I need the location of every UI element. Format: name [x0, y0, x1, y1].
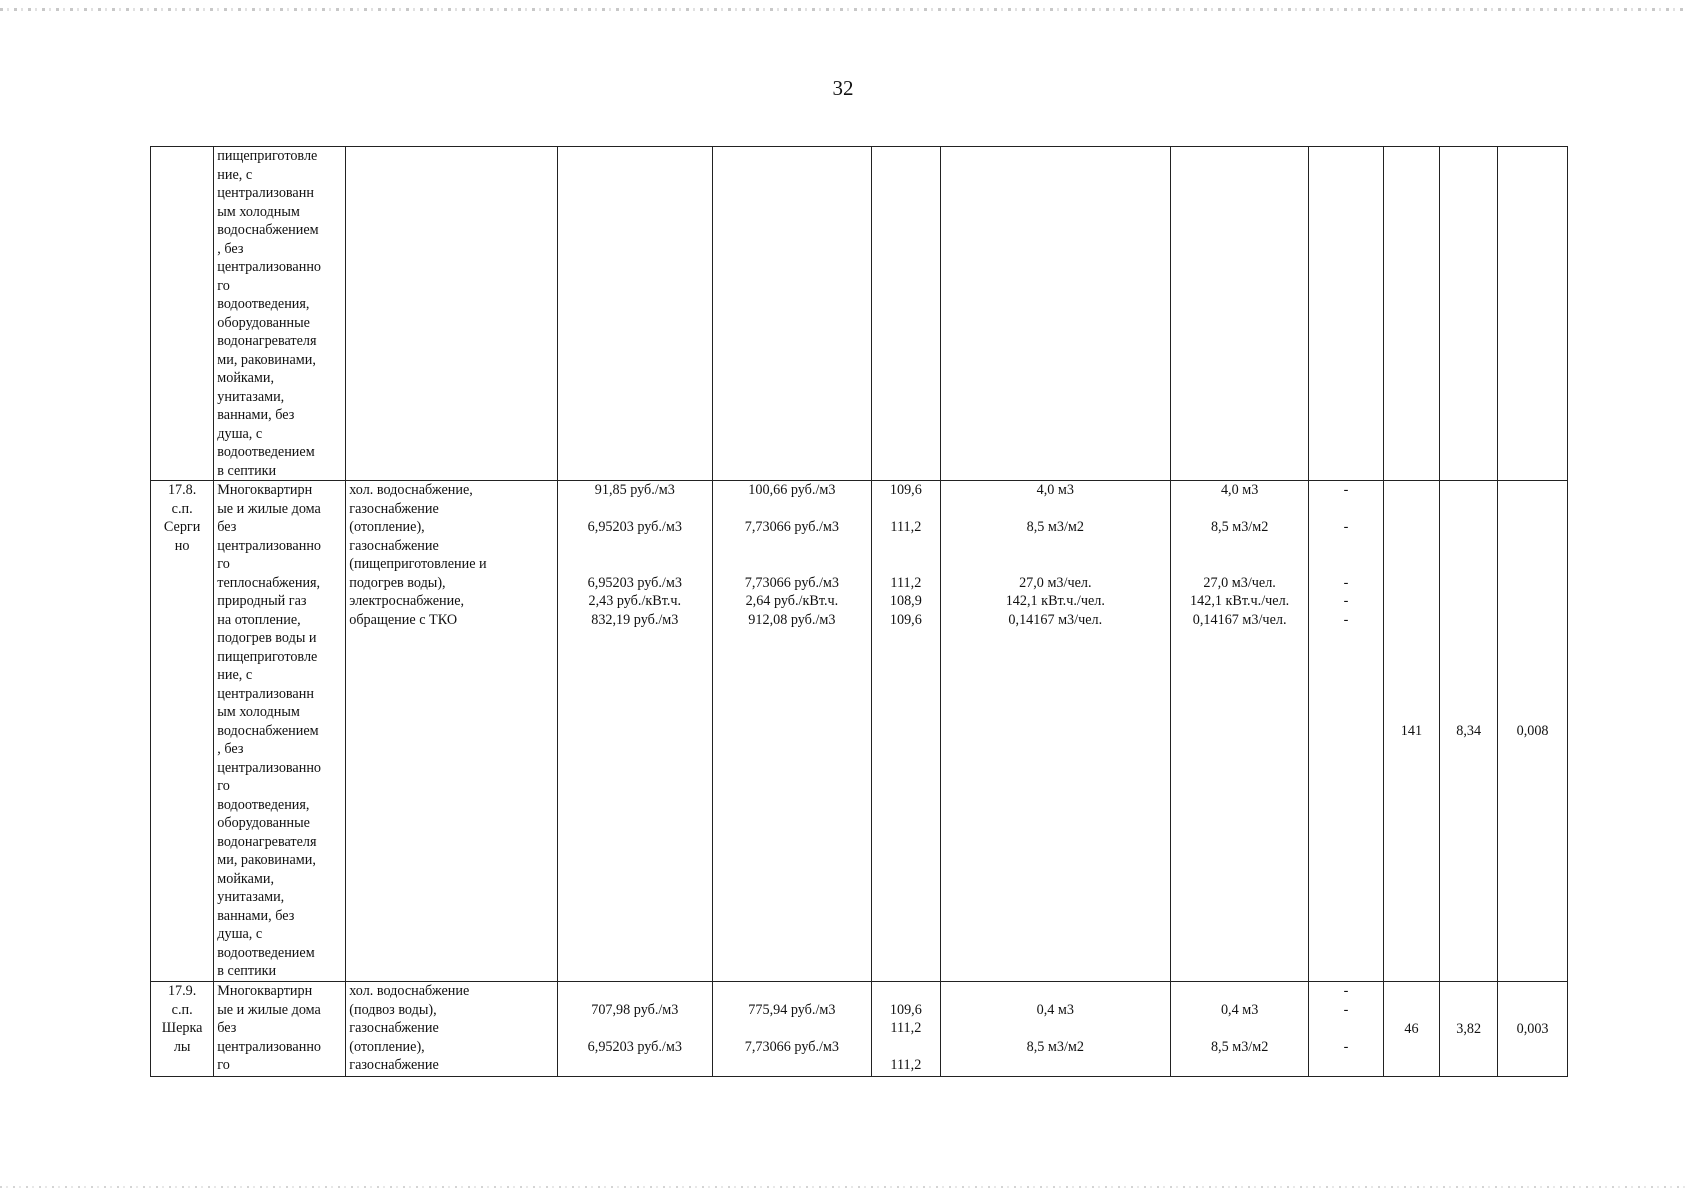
description-lines: [217, 481, 342, 981]
cell-line: 7,73066 руб./м3: [744, 1038, 839, 1055]
cell-line: газоснабжение: [349, 1057, 439, 1073]
cell-line: [875, 500, 937, 519]
cell-line: природный газ: [217, 593, 307, 609]
cell-line: централизованно: [217, 759, 322, 776]
cell-line: 8,5 м3/м2: [1210, 519, 1269, 535]
cell-line: [1312, 1056, 1379, 1075]
cell-line: газоснабжение: [349, 1020, 439, 1036]
cell-line: хол. водоснабжение: [349, 983, 470, 999]
cell-line: го: [217, 778, 230, 794]
growth-lines: [875, 481, 937, 629]
growth-lines: [875, 982, 937, 1075]
cell-line: 111,2: [890, 1057, 922, 1073]
cell-line: -: [1343, 1001, 1349, 1018]
cell-line: пищеприготовле: [217, 648, 318, 665]
cell-col12: 0,008: [1498, 481, 1568, 982]
cell-line: ым холодным: [217, 704, 300, 720]
cell-tariff-new: [712, 982, 871, 1077]
cell-growth: [872, 481, 941, 982]
cell-col10: [1383, 147, 1440, 481]
cell-line: с.п.: [171, 1001, 193, 1018]
cell-line: теплоснабжения,: [217, 574, 321, 591]
cell-line: [944, 982, 1167, 1001]
norm-old-lines: [944, 481, 1167, 629]
cell-line: го: [217, 556, 230, 572]
cell-line: 27,0 м3/чел.: [1203, 574, 1276, 591]
cell-line: оборудованные: [217, 815, 310, 831]
table-row-continuation: [151, 147, 1568, 481]
cell-line: [1312, 1019, 1379, 1038]
cell-line: го: [217, 1057, 230, 1073]
scan-edge-bottom: [0, 1186, 1686, 1188]
cell-norm-old: [940, 147, 1170, 481]
cell-line: централизованн: [217, 185, 314, 201]
cell-line: (подвоз воды),: [349, 1001, 437, 1018]
cell-line: водоснабжением: [217, 722, 319, 739]
cell-line: ые и жилые дома: [217, 500, 321, 517]
scan-edge-top: [0, 8, 1686, 11]
norm-old-lines: [944, 982, 1167, 1075]
cell-line: Многоквартирн: [217, 482, 313, 498]
cell-line: -: [1343, 593, 1349, 609]
cell-line: Многоквартирн: [217, 983, 313, 999]
cell-line: лы: [173, 1038, 191, 1055]
description-lines: [217, 982, 342, 1075]
cell-line: без: [217, 519, 237, 535]
cell-line: [944, 1056, 1167, 1075]
cell-col10: 46: [1383, 982, 1440, 1077]
cell-line: хол. водоснабжение,: [349, 482, 473, 498]
cell-line: [944, 500, 1167, 519]
cell-line: [561, 1056, 709, 1075]
cell-line: 142,1 кВт.ч./чел.: [1005, 593, 1105, 609]
cell-line: централизованн: [217, 685, 314, 702]
cell-line: централизованно: [217, 259, 322, 275]
cell-description: [214, 481, 346, 982]
cell-description: [214, 982, 346, 1077]
cell-line: 111,2: [890, 574, 922, 591]
cell-line: [875, 1038, 937, 1057]
cell-line: 7,73066 руб./м3: [744, 519, 839, 535]
cell-line: 6,95203 руб./м3: [587, 1038, 682, 1055]
cell-line: го: [217, 277, 230, 294]
cell-norm-old: [940, 481, 1170, 982]
cell-line: Серги: [163, 519, 201, 535]
cell-line: (отопление),: [349, 1038, 425, 1055]
cell-line: водоснабжением: [217, 222, 319, 238]
cell-line: водонагревателя: [217, 333, 317, 349]
cell-line: (пищеприготовление и: [349, 556, 487, 572]
cell-line: мойками,: [217, 870, 275, 887]
cell-line: 6,95203 руб./м3: [587, 519, 682, 535]
cell-tariff-old: [557, 982, 712, 1077]
cell-line: [716, 500, 868, 519]
cell-line: -: [1343, 611, 1349, 628]
cell-tariff-old: [557, 147, 712, 481]
cell-line: -: [1343, 983, 1349, 999]
cell-line: в септики: [217, 462, 277, 479]
cell-line: 100,66 руб./м3: [748, 482, 836, 498]
cell-line: [1312, 537, 1379, 556]
description-lines: [217, 147, 342, 480]
cell-line: 2,64 руб./кВт.ч.: [745, 593, 839, 609]
cell-line: ваннами, без: [217, 407, 295, 423]
cell-line: [716, 1019, 868, 1038]
cell-line: [944, 537, 1167, 556]
cell-line: 111,2: [890, 1020, 922, 1036]
cell-index: [151, 147, 214, 481]
cell-line: [561, 982, 709, 1001]
cell-tariff-new: [712, 147, 871, 481]
cell-line: централизованно: [217, 1038, 322, 1055]
cell-line: электроснабжение,: [349, 593, 465, 609]
cell-line: водоотведением: [217, 944, 315, 961]
tariff-new-lines: [716, 982, 868, 1075]
cell-line: , без: [217, 741, 244, 757]
cell-line: 6,95203 руб./м3: [587, 574, 682, 591]
cell-index: [151, 481, 214, 982]
cell-line: [1174, 1019, 1306, 1038]
cell-line: [561, 1019, 709, 1038]
cell-line: ние, с: [217, 166, 253, 183]
cell-line: [875, 555, 937, 574]
cell-line: газоснабжение: [349, 537, 439, 554]
cell-line: 109,6: [889, 611, 922, 628]
cell-line: подогрев воды),: [349, 574, 446, 591]
cell-description: [214, 147, 346, 481]
page-number: 32: [832, 76, 854, 100]
cell-line: ые и жилые дома: [217, 1001, 321, 1018]
tariff-old-lines: [561, 982, 709, 1075]
dash-lines: [1312, 982, 1379, 1075]
cell-norm-new: [1170, 147, 1309, 481]
cell-services: [346, 147, 558, 481]
cell-line: но: [174, 537, 190, 554]
cell-line: 27,0 м3/чел.: [1019, 574, 1092, 591]
cell-line: 109,6: [889, 1001, 922, 1018]
cell-line: ние, с: [217, 667, 253, 683]
cell-growth: [872, 982, 941, 1077]
norm-new-lines: [1174, 481, 1306, 629]
cell-line: ми, раковинами,: [217, 852, 316, 868]
cell-line: 8,5 м3/м2: [1210, 1038, 1269, 1055]
cell-line: [1174, 982, 1306, 1001]
cell-line: -: [1343, 1038, 1349, 1055]
cell-line: 17.8.: [167, 482, 197, 498]
cell-col12: [1498, 147, 1568, 481]
cell-line: , без: [217, 240, 244, 257]
cell-line: 109,6: [889, 482, 922, 498]
cell-line: -: [1343, 519, 1349, 535]
cell-line: [716, 555, 868, 574]
cell-line: водонагревателя: [217, 833, 317, 850]
cell-line: [944, 555, 1167, 574]
cell-line: [1174, 1056, 1306, 1075]
cell-line: унитазами,: [217, 388, 285, 405]
cell-line: 0,14167 м3/чел.: [1192, 611, 1287, 628]
cell-norm-new: [1170, 481, 1309, 982]
cell-line: водоотведения,: [217, 296, 310, 312]
cell-line: [1312, 500, 1379, 519]
cell-line: [1174, 555, 1306, 574]
cell-line: Шерка: [161, 1020, 203, 1036]
cell-line: [561, 537, 709, 556]
cell-col11: [1440, 147, 1498, 481]
cell-services: [346, 982, 558, 1077]
cell-line: ым холодным: [217, 203, 300, 220]
cell-line: 4,0 м3: [1220, 482, 1259, 498]
cell-line: [875, 537, 937, 556]
cell-line: [1174, 537, 1306, 556]
cell-line: душа, с: [217, 425, 263, 442]
cell-dash: [1309, 147, 1383, 481]
cell-line: 0,14167 м3/чел.: [1008, 611, 1103, 628]
cell-line: [561, 500, 709, 519]
index-lines: [154, 982, 210, 1056]
cell-line: 8,5 м3/м2: [1026, 1038, 1084, 1055]
cell-tariff-new: [712, 481, 871, 982]
cell-line: 832,19 руб./м3: [591, 611, 679, 628]
cell-line: 108,9: [889, 593, 922, 609]
cell-line: [875, 982, 937, 1001]
cell-col10: 141: [1383, 481, 1440, 982]
cell-col12: 0,003: [1498, 982, 1568, 1077]
cell-line: 0,4 м3: [1036, 1001, 1074, 1018]
cell-line: на отопление,: [217, 611, 301, 628]
index-lines: [154, 481, 210, 555]
cell-col11: 8,34: [1440, 481, 1498, 982]
norm-new-lines: [1174, 982, 1306, 1075]
dash-lines: [1312, 481, 1379, 629]
cell-line: мойками,: [217, 370, 275, 386]
cell-line: [1174, 500, 1306, 519]
cell-line: унитазами,: [217, 889, 285, 905]
cell-line: 2,43 руб./кВт.ч.: [588, 593, 682, 609]
cell-line: с.п.: [171, 500, 193, 517]
cell-line: 7,73066 руб./м3: [744, 574, 839, 591]
cell-line: 91,85 руб./м3: [594, 482, 675, 498]
cell-services: [346, 481, 558, 982]
cell-line: ваннами, без: [217, 907, 295, 924]
cell-line: газоснабжение: [349, 500, 439, 517]
cell-dash: [1309, 982, 1383, 1077]
cell-line: ми, раковинами,: [217, 351, 316, 368]
cell-line: 17.9.: [167, 983, 197, 999]
cell-line: 111,2: [890, 519, 922, 535]
cell-col11: 3,82: [1440, 982, 1498, 1077]
cell-line: -: [1343, 482, 1349, 498]
cell-line: в септики: [217, 963, 277, 979]
cell-norm-old: [940, 982, 1170, 1077]
cell-line: пищеприготовле: [217, 148, 318, 164]
tariff-table: [150, 146, 1568, 1077]
table-row-17-9: [151, 982, 1568, 1077]
cell-line: 775,94 руб./м3: [748, 1001, 836, 1018]
cell-index: [151, 982, 214, 1077]
services-lines: [349, 481, 554, 629]
services-lines: [349, 982, 554, 1075]
cell-tariff-old: [557, 481, 712, 982]
cell-line: [716, 537, 868, 556]
cell-line: [1312, 555, 1379, 574]
cell-line: обращение с ТКО: [349, 611, 458, 628]
tariff-new-lines: [716, 481, 868, 629]
cell-dash: [1309, 481, 1383, 982]
cell-line: душа, с: [217, 926, 263, 942]
cell-norm-new: [1170, 982, 1309, 1077]
cell-line: 4,0 м3: [1036, 482, 1074, 498]
cell-growth: [872, 147, 941, 481]
cell-line: -: [1343, 574, 1349, 591]
cell-line: (отопление),: [349, 519, 425, 535]
cell-line: 142,1 кВт.ч./чел.: [1190, 593, 1290, 609]
cell-line: [561, 555, 709, 574]
cell-line: [944, 1019, 1167, 1038]
cell-line: оборудованные: [217, 314, 310, 331]
cell-line: 912,08 руб./м3: [748, 611, 836, 628]
cell-line: 0,4 м3: [1220, 1001, 1259, 1018]
cell-line: водоотведением: [217, 444, 315, 460]
cell-line: без: [217, 1020, 237, 1036]
cell-line: 8,5 м3/м2: [1026, 519, 1084, 535]
tariff-old-lines: [561, 481, 709, 629]
table-row-17-8: [151, 481, 1568, 982]
cell-line: [716, 982, 868, 1001]
cell-line: подогрев воды и: [217, 630, 317, 646]
cell-line: водоотведения,: [217, 796, 310, 813]
cell-line: 707,98 руб./м3: [591, 1001, 679, 1018]
cell-line: [716, 1056, 868, 1075]
cell-line: централизованно: [217, 537, 322, 554]
